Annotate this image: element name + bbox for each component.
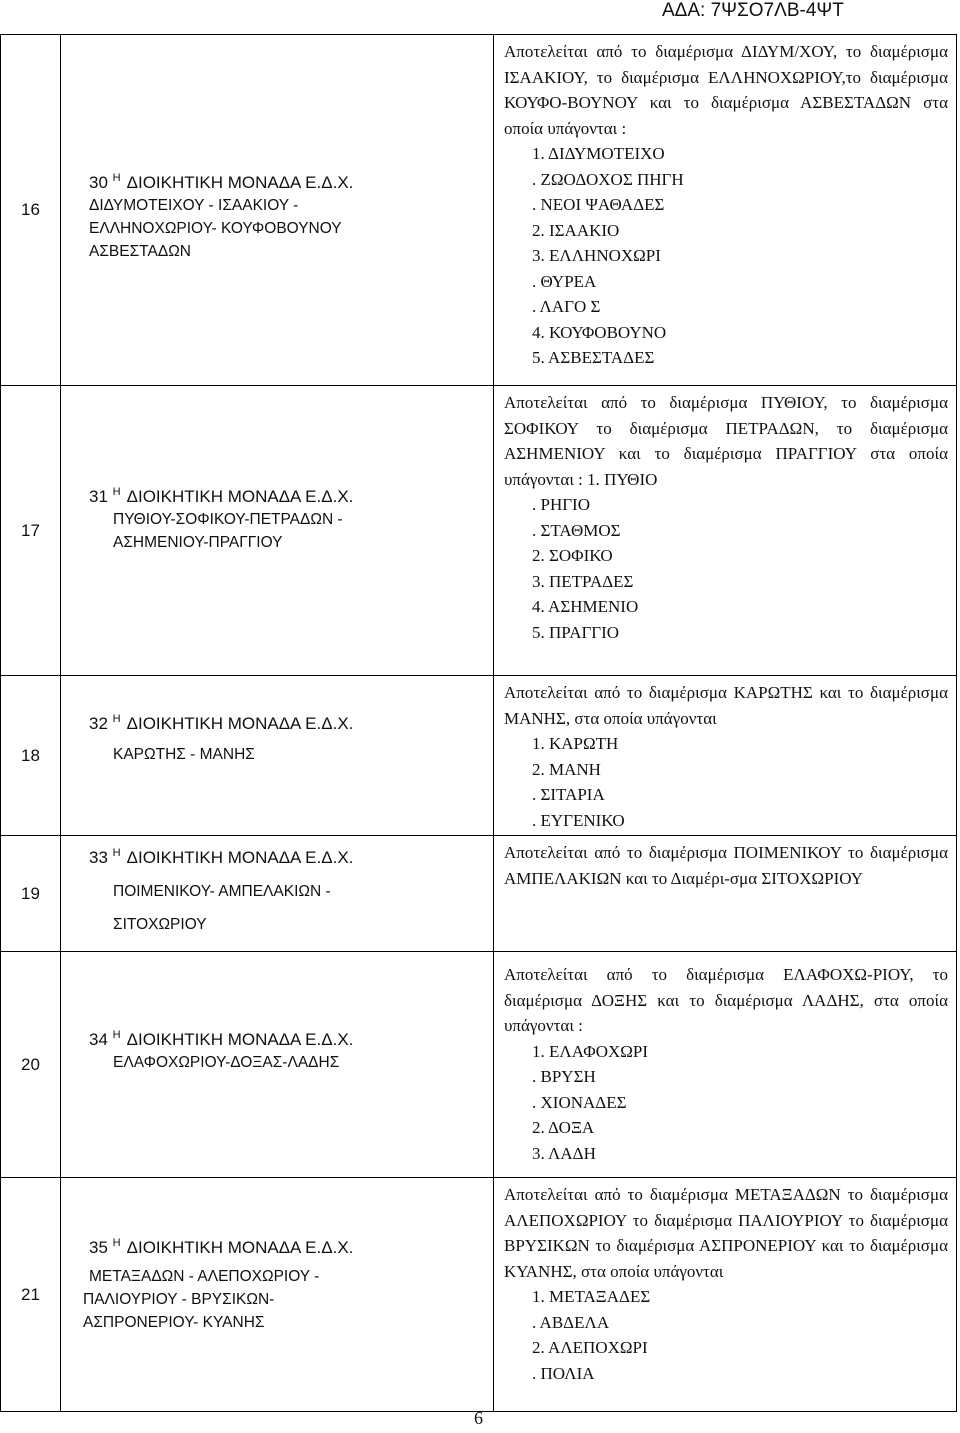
unit-name-line: ΑΣΗΜΕΝΙΟΥ-ΠΡΑΓΓΙΟΥ <box>113 534 283 551</box>
village-item: 1. ΕΛΑΦΟΧΩΡΙ <box>532 1041 649 1061</box>
unit-heading <box>89 167 493 194</box>
unit-cell <box>61 1178 494 1412</box>
village-item: 1. ΚΑΡΩΤΗ <box>532 734 619 753</box>
unit-name-line: ΕΛΛΗΝΟΧΩΡΙΟΥ- ΚΟΥΦΟΒΟΥΝΟΥ <box>89 220 342 237</box>
unit-cell <box>61 35 494 386</box>
village-item: . ΘΥΡΕΑ <box>532 271 597 291</box>
unit-heading <box>89 708 493 735</box>
unit-title: ΔΙΟΙΚΗΤΙΚΗ ΜΟΝΑΔΑ Ε.Δ.Χ. <box>126 487 354 506</box>
village-item: . ΣΙΤΑΡΙΑ <box>532 785 605 804</box>
row-number: 18 <box>1 676 61 836</box>
village-item: 2. ΔΟΞΑ <box>532 1118 595 1137</box>
village-item: . ΡΗΓΙΟ <box>532 495 590 514</box>
unit-ordinal: 34 <box>89 1030 108 1049</box>
village-list <box>504 731 948 833</box>
village-list <box>504 1284 948 1386</box>
unit-name-line: ΠΑΛΙΟΥΡΙΟΥ - ΒΡΥΣΙΚΩΝ- <box>83 1291 275 1308</box>
unit-ordinal: 31 <box>89 487 108 506</box>
unit-cell <box>61 952 494 1178</box>
village-item: 3. ΕΛΛΗΝΟΧΩΡΙ <box>532 246 661 265</box>
unit-block <box>61 952 493 1074</box>
village-item: . ΖΩΟΔΟΧΟΣ ΠΗΓΗ <box>532 169 684 189</box>
village-item: 2. ΜΑΝΗ <box>532 759 601 779</box>
village-item: . ΑΒΔΕΛΑ <box>532 1312 610 1332</box>
unit-name-line: ΕΛΑΦΟΧΩΡΙΟΥ-ΔΟΞΑΣ-ΛΑΔΗΣ <box>113 1054 340 1071</box>
village-item: 5. ΑΣΒΕΣΤΑΔΕΣ <box>532 348 655 367</box>
table-row <box>1 35 957 386</box>
village-item: 1. ΜΕΤΑΞΑΔΕΣ <box>532 1287 651 1306</box>
unit-ordinal-suffix: Η <box>112 486 121 498</box>
description-intro: Αποτελείται από το διαμέρισμα ΜΕΤΑΞΑΔΩΝ το διαμέρισμα ΑΛΕΠΟΧΩΡΙΟΥ το διαμέρισμα ΠΑΛΙΟΥΡΙΟΥ το διαμέρισμα ΒΡΥΣΙΚΩΝ το διαμέρισμα ΑΣΠΡΟΝΕΡΙΟΥ και το διαμέρισμα ΚΥΑΝΗΣ, στα οποία υπάγονται <box>504 1185 948 1281</box>
unit-title: ΔΙΟΙΚΗΤΙΚΗ ΜΟΝΑΔΑ Ε.Δ.Χ. <box>126 173 354 192</box>
description <box>494 35 956 373</box>
unit-block <box>61 676 493 766</box>
village-item: 3. ΛΑΔΗ <box>532 1143 596 1163</box>
unit-title: ΔΙΟΙΚΗΤΙΚΗ ΜΟΝΑΔΑ Ε.Δ.Χ. <box>126 1238 354 1257</box>
unit-heading <box>83 1232 493 1259</box>
unit-name-line: ΜΕΤΑΞΑΔΩΝ - ΑΛΕΠΟΧΩΡΙΟΥ - <box>89 1268 320 1285</box>
description-intro: Αποτελείται από το διαμέρισμα ΠΥΘΙΟΥ, το διαμέρισμα ΣΟΦΙΚΟΥ το διαμέρισμα ΠΕΤΡΑΔΩΝ, το διαμέρισμα ΑΣΗΜΕΝΙΟΥ και το διαμέρισμα ΠΡΑΓΓΙΟΥ στα οποία υπάγονται : 1. ΠΥΘΙΟ <box>504 393 948 489</box>
village-item: . ΛΑΓΟ Σ <box>532 297 601 316</box>
table-row <box>1 386 957 676</box>
row-number: 20 <box>1 952 61 1178</box>
village-item: 1. ΔΙΔΥΜΟΤΕΙΧΟ <box>532 144 665 163</box>
unit-ordinal-suffix: Η <box>112 1237 121 1249</box>
description-cell <box>494 676 957 836</box>
unit-name-line: ΚΑΡΩΤΗΣ - ΜΑΝΗΣ <box>113 746 255 763</box>
unit-names <box>89 735 493 766</box>
unit-title: ΔΙΟΙΚΗΤΙΚΗ ΜΟΝΑΔΑ Ε.Δ.Χ. <box>126 848 354 867</box>
unit-name-line: ΔΙΔΥΜΟΤΕΙΧΟΥ - ΙΣΑΑΚΙΟΥ - <box>89 197 299 214</box>
table-row <box>1 676 957 836</box>
description-cell <box>494 836 957 952</box>
unit-names <box>89 869 493 941</box>
village-item: 2. ΑΛΕΠΟΧΩΡΙ <box>532 1338 648 1357</box>
village-item: 2. ΣΟΦΙΚΟ <box>532 546 613 565</box>
description-intro: Αποτελείται από το διαμέρισμα ΠΟΙΜΕΝΙΚΟΥ το διαμέρισμα ΑΜΠΕΛΑΚΙΩΝ και το Διαμέρι-σμα ΣΙΤΟΧΩΡΙΟΥ <box>504 843 948 888</box>
description-cell <box>494 952 957 1178</box>
unit-ordinal: 30 <box>89 173 108 192</box>
unit-names <box>83 1259 493 1334</box>
description <box>494 952 956 1168</box>
unit-ordinal-suffix: Η <box>112 847 121 859</box>
description-intro: Αποτελείται από το διαμέρισμα ΚΑΡΩΤΗΣ και το διαμέρισμα ΜΑΝΗΣ, στα οποία υπάγονται <box>504 683 948 728</box>
village-item: 2. ΙΣΑΑΚΙΟ <box>532 220 620 240</box>
row-number: 16 <box>1 35 61 386</box>
description-cell <box>494 35 957 386</box>
unit-names <box>89 194 493 263</box>
village-item: . ΣΤΑΘΜΟΣ <box>532 520 621 540</box>
unit-heading <box>89 842 493 869</box>
unit-ordinal-suffix: Η <box>112 713 121 725</box>
unit-block <box>61 386 493 554</box>
unit-ordinal: 32 <box>89 714 108 733</box>
unit-heading <box>89 1024 493 1051</box>
unit-names <box>89 508 493 554</box>
description <box>494 386 956 647</box>
description <box>494 676 956 835</box>
description-intro: Αποτελείται από το διαμέρισμα ΔΙΔΥΜ/ΧΟΥ, το διαμέρισμα ΙΣΑΑΚΙΟΥ, το διαμέρισμα ΕΛΛΗΝΟΧΩΡΙΟΥ,το διαμέρισμα ΚΟΥΦΟ-ΒΟΥΝΟΥ και το διαμέρισμα ΑΣΒΕΣΤΑΔΩΝ στα οποία υπάγονται : <box>504 42 948 138</box>
village-item: . ΒΡΥΣΗ <box>532 1067 596 1086</box>
description-cell <box>494 386 957 676</box>
unit-ordinal: 35 <box>89 1238 108 1257</box>
village-item: 5. ΠΡΑΓΓΙΟ <box>532 622 620 642</box>
description <box>494 1178 956 1388</box>
ada-code: ΑΔΑ: 7ΨΣΟ7ΛΒ-4ΨΤ <box>662 0 844 21</box>
units-table-body <box>1 35 957 1412</box>
unit-ordinal: 33 <box>89 848 108 867</box>
unit-cell <box>61 386 494 676</box>
village-item: 3. ΠΕΤΡΑΔΕΣ <box>532 571 634 591</box>
unit-name-line: ΑΣΠΡΟΝΕΡΙΟΥ- ΚΥΑΝΗΣ <box>83 1314 265 1331</box>
unit-cell <box>61 836 494 952</box>
unit-name-line: ΑΣΒΕΣΤΑΔΩΝ <box>89 243 191 260</box>
units-table <box>0 34 957 1412</box>
village-item: . ΠΟΛΙΑ <box>532 1363 595 1383</box>
village-item: . ΝΕΟΙ ΨΑΘΑΔΕΣ <box>532 195 665 214</box>
unit-ordinal-suffix: Η <box>112 172 121 184</box>
unit-block <box>61 35 493 263</box>
unit-heading <box>89 481 493 508</box>
row-number: 17 <box>1 386 61 676</box>
unit-name-line: ΠΥΘΙΟΥ-ΣΟΦΙΚΟΥ-ΠΕΤΡΑΔΩΝ - <box>113 511 343 528</box>
description <box>494 836 956 893</box>
village-item: . ΕΥΓΕΝΙΚΟ <box>532 810 625 830</box>
description-intro: Αποτελείται από το διαμέρισμα ΕΛΑΦΟΧΩ-ΡΙΟΥ, το διαμέρισμα ΔΟΞΗΣ και το διαμέρισμα ΛΑΔΗΣ, στα οποία υπάγονται : <box>504 965 948 1035</box>
unit-name-line: ΣΙΤΟΧΩΡΙΟΥ <box>113 916 207 933</box>
unit-block <box>61 836 493 941</box>
village-list <box>504 492 948 645</box>
page-number: 6 <box>474 1408 483 1428</box>
unit-names <box>89 1051 493 1074</box>
unit-cell <box>61 676 494 836</box>
village-item: . ΧΙΟΝΑΔΕΣ <box>532 1092 627 1112</box>
unit-ordinal-suffix: Η <box>112 1029 121 1041</box>
description-cell <box>494 1178 957 1412</box>
unit-block <box>61 1178 493 1334</box>
village-item: 4. ΑΣΗΜΕΝΙΟ <box>532 597 639 616</box>
row-number: 21 <box>1 1178 61 1412</box>
table-row <box>1 952 957 1178</box>
unit-title: ΔΙΟΙΚΗΤΙΚΗ ΜΟΝΑΔΑ Ε.Δ.Χ. <box>126 1030 354 1049</box>
table-row <box>1 836 957 952</box>
village-list <box>504 1039 948 1167</box>
table-row <box>1 1178 957 1412</box>
village-list <box>504 141 948 371</box>
village-item: 4. ΚΟΥΦΟΒΟΥΝΟ <box>532 322 667 342</box>
row-number: 19 <box>1 836 61 952</box>
unit-name-line: ΠΟΙΜΕΝΙΚΟΥ- ΑΜΠΕΛΑΚΙΩΝ - <box>113 883 331 900</box>
unit-title: ΔΙΟΙΚΗΤΙΚΗ ΜΟΝΑΔΑ Ε.Δ.Χ. <box>126 714 354 733</box>
